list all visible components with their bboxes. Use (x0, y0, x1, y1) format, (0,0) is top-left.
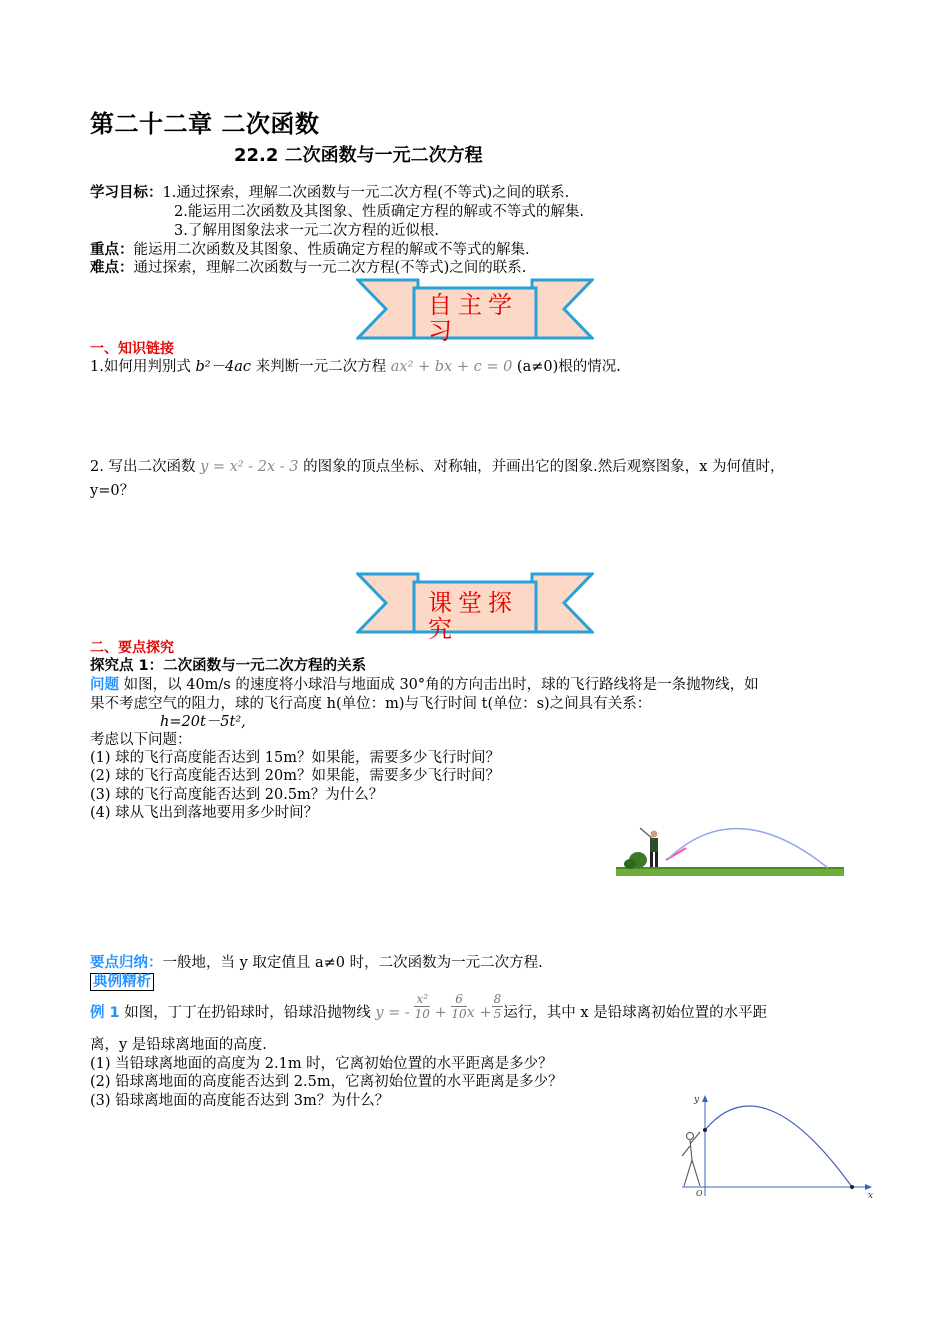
example-y: y = - (375, 1005, 410, 1021)
difficulties-text: 通过探索，理解二次函数与一元二次方程(不等式)之间的联系. (133, 260, 527, 276)
summary-label: 要点归纳： (90, 955, 163, 971)
difficulties (90, 259, 526, 277)
q2-prefix: 2. 写出二次函数 (90, 459, 201, 475)
example-suffix: 运行，其中 x 是铅球离初始位置的水平距 (503, 1005, 768, 1021)
objective-1: 1.通过探索，理解二次函数与一元二次方程(不等式)之间的联系. (162, 185, 570, 201)
example-x: x + (466, 1005, 492, 1021)
q1-equation: ax² + bx + c = 0 (390, 359, 513, 375)
axis-origin-label: O (696, 1189, 703, 1198)
q1-prefix: 1.如何用判别式 (90, 359, 196, 375)
problem-text-1: 如图，以 40m/s 的速度将小球沿与地面成 30°角的方向击出时，球的飞行路线将是一条抛物线，如 (119, 677, 759, 693)
question-2 (90, 458, 785, 476)
q1-mid: 来判断一元二次方程 (251, 359, 391, 375)
fraction-1-num: x² (416, 991, 429, 1006)
fraction-1-den: 10 (414, 1006, 430, 1021)
banner-class-explore: 课堂探究 (428, 589, 518, 643)
key-explore-heading: 二、要点探究 (90, 640, 174, 656)
example-1-line-2: 离，y 是铅球离地面的高度. (90, 1037, 267, 1053)
q1-suffix: (a≠0)根的情况. (512, 359, 621, 375)
shot-put-trajectory-diagram (672, 1092, 876, 1202)
problem-question-2: (2) 球的飞行高度能否达到 20m？如果能，需要多少飞行时间？ (90, 768, 500, 784)
q2-function: y = x² - 2x - 3 (200, 459, 299, 475)
objective-2: 2.能运用二次函数及其图象、性质确定方程的解或不等式的解集. (174, 204, 584, 220)
summary-text: 一般地，当 y 取定值且 a≠0 时，二次函数为一元二次方程. (162, 955, 543, 971)
problem-question-3: (3) 球的飞行高度能否达到 20.5m？为什么？ (90, 787, 384, 803)
banner-self-study: 自主学习 (428, 291, 518, 345)
objectives-line-1 (90, 184, 569, 202)
example-box-line (90, 973, 154, 991)
section-title: 22.2 二次函数与一元二次方程 (234, 145, 483, 166)
objective-3: 3.了解用图象法求一元二次方程的近似根. (174, 223, 439, 239)
axis-y-label: y (694, 1095, 700, 1105)
flight-formula: h=20t－5t², (160, 714, 246, 730)
typical-example-box: 典例精析 (90, 973, 154, 991)
problem-line-2: 果不考虑空气的阻力，球的飞行高度 h(单位：m)与飞行时间 t(单位：s)之间具有关系： (90, 696, 652, 712)
axis-x-label: x (868, 1191, 874, 1201)
fraction-3 (492, 992, 504, 1021)
fraction-3-num: 8 (493, 991, 502, 1006)
key-points-text: 能运用二次函数及其图象、性质确定方程的解或不等式的解集. (133, 242, 530, 258)
knowledge-link-heading: 一、知识链接 (90, 341, 174, 357)
objectives-label: 学习目标： (90, 185, 163, 201)
fraction-2-den: 10 (451, 1006, 467, 1021)
problem-question-1: (1) 球的飞行高度能否达到 15m？如果能，需要多少飞行时间？ (90, 750, 500, 766)
summary-line (90, 954, 543, 972)
example-question-3: (3) 铅球离地面的高度能否达到 3m？为什么？ (90, 1093, 390, 1109)
question-1 (90, 358, 621, 376)
example-label: 例 1 (90, 1005, 120, 1021)
problem-question-4: (4) 球从飞出到落地要用多少时间？ (90, 805, 319, 821)
fraction-3-den: 5 (493, 1006, 502, 1021)
question-2-line-2: y=0？ (90, 483, 135, 499)
key-points (90, 241, 530, 259)
example-prefix: 如图，丁丁在扔铅球时，铅球沿抛物线 (119, 1005, 376, 1021)
fraction-2 (451, 992, 466, 1021)
consider-text: 考虑以下问题： (90, 732, 192, 748)
problem-label: 问题 (90, 677, 119, 693)
q2-suffix: 的图象的顶点坐标、对称轴，并画出它的图象.然后观察图象，x 为何值时， (298, 459, 785, 475)
key-points-label: 重点： (90, 242, 134, 258)
golf-trajectory-illustration (616, 822, 844, 878)
fraction-1 (414, 992, 430, 1021)
explore-point-title: 探究点 1：二次函数与一元二次方程的关系 (90, 658, 367, 674)
example-question-2: (2) 铅球离地面的高度能否达到 2.5m，它离初始位置的水平距离是多少？ (90, 1074, 563, 1090)
fraction-2-num: 6 (451, 992, 466, 1007)
problem-line-1 (90, 676, 759, 694)
q1-discriminant: b²－4ac (195, 359, 252, 375)
chapter-title: 第二十二章 二次函数 (90, 110, 320, 138)
example-1-line-1: 例 1 如图，丁丁在扔铅球时，铅球沿抛物线 y = - $\frac{\text{x²}}{10}$ + $\frac{6}{10}$ x + $\frac{8}{5}$ 运行，其中 x 是铅球离初始位置的水平距 (90, 991, 768, 1021)
difficulties-label: 难点： (90, 260, 134, 276)
example-question-1: (1) 当铅球离地面的高度为 2.1m 时，它离初始位置的水平距离是多少？ (90, 1056, 553, 1072)
